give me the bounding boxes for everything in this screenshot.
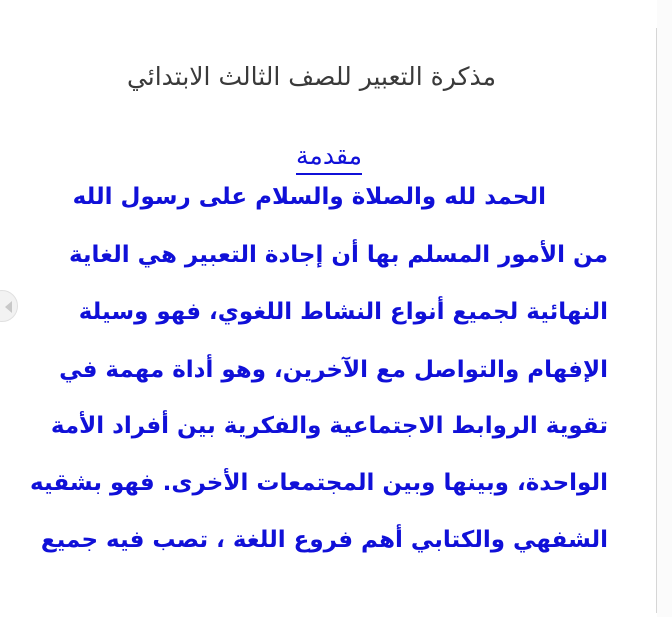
section-heading: مقدمة: [296, 141, 362, 175]
page-title: مذكرة التعبير للصف الثالث الابتدائي: [126, 62, 496, 91]
body-line: تقوية الروابط الاجتماعية والفكرية بين أفراد الأمة: [50, 413, 608, 439]
body-line: الحمد لله والصلاة والسلام على رسول الله: [72, 184, 546, 210]
body-line: الواحدة، وبينها وبين المجتمعات الأخرى. فهو بشقيه: [30, 470, 608, 496]
body-line: الشفهي والكتابي أهم فروع اللغة ، تصب فيه جميع: [40, 527, 608, 553]
body-line: النهائية لجميع أنواع النشاط اللغوي، فهو وسيلة: [78, 299, 608, 325]
viewer-gutter: [657, 0, 672, 617]
body-line: الإفهام والتواصل مع الآخرين، وهو أداة مهمة في: [59, 357, 608, 383]
chevron-left-icon: [5, 301, 12, 313]
body-line: من الأمور المسلم بها أن إجادة التعبير هي الغاية: [68, 242, 608, 268]
